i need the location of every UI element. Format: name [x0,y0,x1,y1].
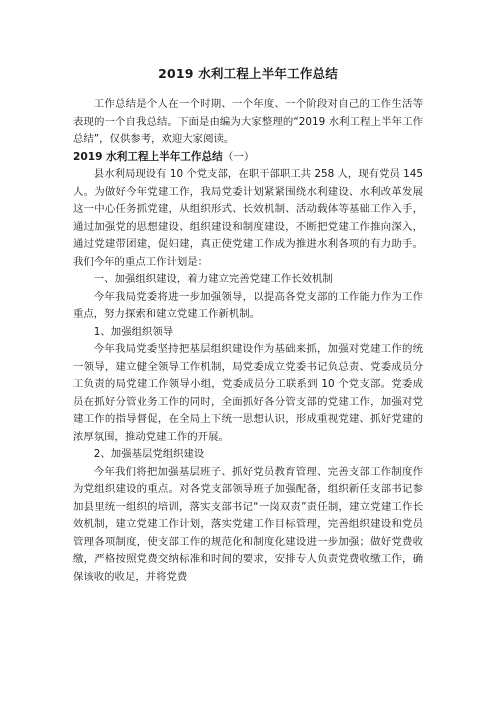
body-paragraph: 1、加强组织领导 [93,325,174,338]
document-body [73,96,423,586]
section-heading [73,149,423,167]
section-heading-number: （一） [222,150,255,163]
section-heading-title: 2019 水利工程上半年工作总结 [73,150,223,163]
body-paragraph: 一、加强组织建设，着力建立完善党建工作长效机制 [93,273,333,285]
body-paragraph: 县水利局现设有 10 个党支部，在职干部职工共 258 人，现有党员 145 人。为做好今年党建工作，我局党委计划紧紧围绕水利建设、水利改革发展这一中心任务抓党建，从组织形式、长效机制、活动载体等基础工作入手，通过加强党的思想建设、组织建设和制度建设，不断把党建工作推向深入，通过党建带团建，促妇建，真正使党建工作成为推进水利各项的有力助手。我们今年的重点工作计划是： [73,168,423,268]
document-title: 2019 水利工程上半年工作总结 [158,66,338,81]
body-paragraph: 2、加强基层党组织建设 [93,448,205,460]
body-paragraph: 今年我局党委坚持把基层组织建设作为基础来抓，加强对党建工作的统一领导，建立健全领导工作机制，局党委成立党委书记负总责、党委成员分工负责的局党建工作领导小组，党委成员分工联系到 10 个党支部。党委成员在抓好分管业务工作的同时，全面抓好各分管支部的党建工作，加强对党建工作的指导督促，在全局上下统一思想认识，形成重视党建、抓好党建的浓厚氛围，推动党建工作的开展。 [73,343,423,443]
body-paragraph: 今年我局党委将进一步加强领导，以提高各党支部的工作能力作为工作重点，努力探索和建立党建工作新机制。 [73,290,423,320]
body-paragraph: 今年我们将把加强基层班子、抓好党员教育管理、完善支部工作制度作为党组织建设的重点。对各党支部领导班子加强配备，组织新任支部书记参加县里统一组织的培训，落实支部书记“一岗双责”责任制，建立党建工作长效机制，建立党建工作计划，落实党建工作目标管理，完善组织建设和党员管理各项制度，使支部工作的规范化和制度化建设进一步加强；做好党费收缴，严格按照党费交纳标准和时间的要求，安排专人负责党费收缴工作，确保该收的收足，并将党费 [73,465,423,583]
intro-paragraph: 工作总结是个人在一个时期、一个年度、一个阶段对自己的工作生活等表现的一个自我总结。下面是由编为大家整理的“2019 水利工程上半年工作总结”，仅供参考，欢迎大家阅读。 [73,98,423,145]
